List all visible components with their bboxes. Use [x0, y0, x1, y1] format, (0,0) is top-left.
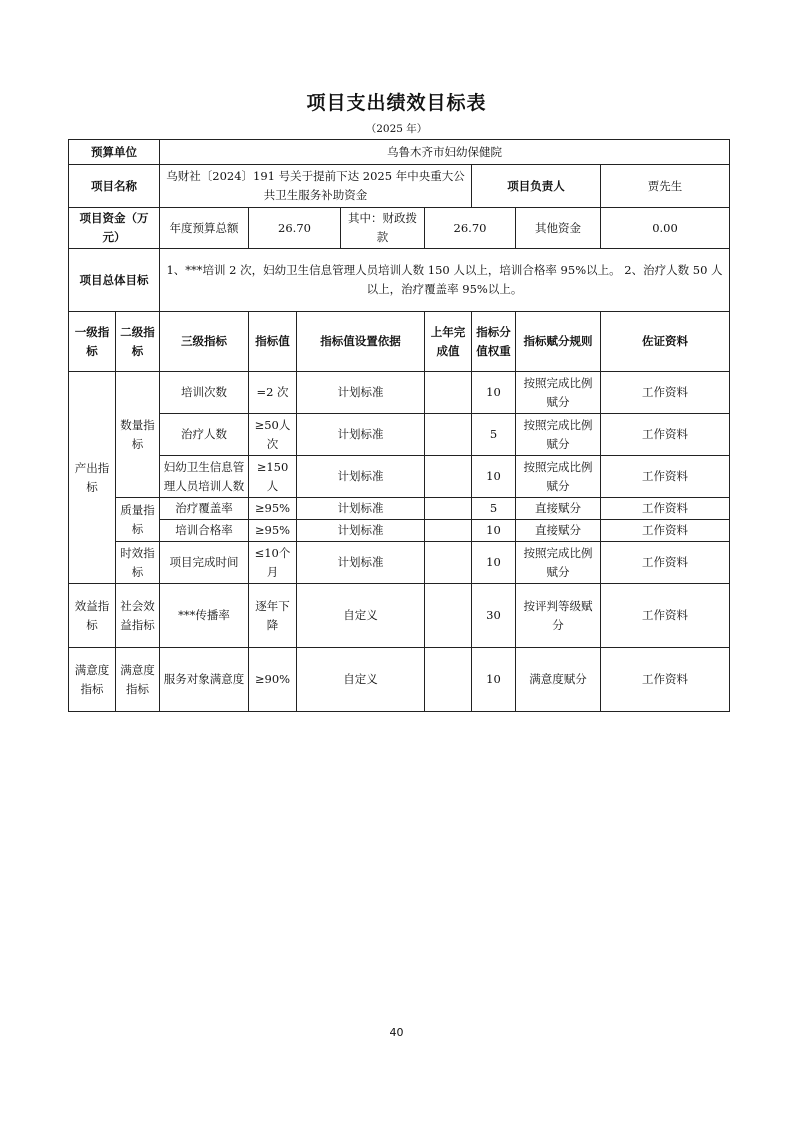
project-name-row	[69, 165, 730, 208]
indicator-cell: 培训次数	[160, 372, 249, 414]
evidence-cell: 工作资料	[601, 414, 730, 456]
value-cell: ≥150人	[249, 456, 297, 498]
weight-cell: 5	[472, 498, 516, 520]
basis-cell: 计划标准	[297, 498, 425, 520]
fiscal-label: 其中：财政拨款	[341, 208, 425, 249]
last-year-cell	[425, 414, 472, 456]
basis-cell: 计划标准	[297, 414, 425, 456]
group-benefit: 效益指标	[69, 584, 116, 648]
table-row	[69, 372, 730, 414]
last-year-cell	[425, 584, 472, 648]
basis-cell: 计划标准	[297, 520, 425, 542]
annual-budget-label: 年度预算总额	[160, 208, 249, 249]
basis-cell: 计划标准	[297, 542, 425, 584]
last-year-cell	[425, 498, 472, 520]
indicator-cell: 妇幼卫生信息管理人员培训人数	[160, 456, 249, 498]
weight-cell: 10	[472, 520, 516, 542]
project-leader-label: 项目负责人	[472, 165, 601, 208]
indicator-cell: 项目完成时间	[160, 542, 249, 584]
indicator-cell: ***传播率	[160, 584, 249, 648]
weight-cell: 10	[472, 372, 516, 414]
header-row	[69, 312, 730, 372]
header-value: 指标值	[249, 312, 297, 372]
basis-cell: 自定义	[297, 584, 425, 648]
project-name-value: 乌财社〔2024〕191 号关于提前下达 2025 年中央重大公共卫生服务补助资金	[160, 165, 472, 208]
header-rule: 指标赋分规则	[516, 312, 601, 372]
value-cell: ≥50人次	[249, 414, 297, 456]
overall-goal-label: 项目总体目标	[69, 249, 160, 312]
rule-cell: 按评判等级赋分	[516, 584, 601, 648]
header-level1: 一级指标	[69, 312, 116, 372]
table-row	[69, 498, 730, 520]
project-leader-value: 贾先生	[601, 165, 730, 208]
evidence-cell: 工作资料	[601, 498, 730, 520]
value-cell: ≥95%	[249, 520, 297, 542]
rule-cell: 按照完成比例赋分	[516, 456, 601, 498]
header-evidence: 佐证资料	[601, 312, 730, 372]
evidence-cell: 工作资料	[601, 520, 730, 542]
budget-unit-row	[69, 140, 730, 165]
value-cell: ≥95%	[249, 498, 297, 520]
budget-unit-label: 预算单位	[69, 140, 160, 165]
rule-cell: 直接赋分	[516, 498, 601, 520]
overall-goal-row	[69, 249, 730, 312]
weight-cell: 10	[472, 648, 516, 712]
indicator-cell: 培训合格率	[160, 520, 249, 542]
last-year-cell	[425, 542, 472, 584]
rule-cell: 按照完成比例赋分	[516, 542, 601, 584]
project-funds-row	[69, 208, 730, 249]
evidence-cell: 工作资料	[601, 648, 730, 712]
other-funds-value: 0.00	[601, 208, 730, 249]
group-satisfaction: 满意度指标	[69, 648, 116, 712]
other-funds-label: 其他资金	[516, 208, 601, 249]
rule-cell: 按照完成比例赋分	[516, 414, 601, 456]
performance-target-table	[68, 139, 730, 712]
group-quantity: 数量指标	[116, 372, 160, 498]
table-row	[69, 520, 730, 542]
basis-cell: 计划标准	[297, 372, 425, 414]
evidence-cell: 工作资料	[601, 456, 730, 498]
project-name-label: 项目名称	[69, 165, 160, 208]
header-basis: 指标值设置依据	[297, 312, 425, 372]
group-satisfaction-2: 满意度指标	[116, 648, 160, 712]
indicator-cell: 服务对象满意度	[160, 648, 249, 712]
evidence-cell: 工作资料	[601, 372, 730, 414]
budget-unit-value: 乌鲁木齐市妇幼保健院	[160, 140, 730, 165]
basis-cell: 计划标准	[297, 456, 425, 498]
annual-budget-value: 26.70	[249, 208, 341, 249]
value-cell: =2 次	[249, 372, 297, 414]
weight-cell: 5	[472, 414, 516, 456]
weight-cell: 10	[472, 542, 516, 584]
value-cell: ≤10个月	[249, 542, 297, 584]
last-year-cell	[425, 520, 472, 542]
group-output: 产出指标	[69, 372, 116, 584]
last-year-cell	[425, 456, 472, 498]
year-label: （2025 年）	[365, 123, 428, 135]
fiscal-value: 26.70	[425, 208, 516, 249]
group-quality: 质量指标	[116, 498, 160, 542]
table-row	[69, 414, 730, 456]
basis-cell: 自定义	[297, 648, 425, 712]
group-timeliness: 时效指标	[116, 542, 160, 584]
rule-cell: 满意度赋分	[516, 648, 601, 712]
last-year-cell	[425, 372, 472, 414]
value-cell: 逐年下降	[249, 584, 297, 648]
rule-cell: 直接赋分	[516, 520, 601, 542]
header-level2: 二级指标	[116, 312, 160, 372]
evidence-cell: 工作资料	[601, 542, 730, 584]
indicator-cell: 治疗覆盖率	[160, 498, 249, 520]
header-weight: 指标分值权重	[472, 312, 516, 372]
table-row	[69, 456, 730, 498]
table-row	[69, 542, 730, 584]
indicator-cell: 治疗人数	[160, 414, 249, 456]
last-year-cell	[425, 648, 472, 712]
rule-cell: 按照完成比例赋分	[516, 372, 601, 414]
overall-goal-value: 1、***培训 2 次，妇幼卫生信息管理人员培训人数 150 人以上，培训合格率 95%以上。 2、治疗人数 50 人以上，治疗覆盖率 95%以上。	[160, 249, 730, 312]
weight-cell: 30	[472, 584, 516, 648]
project-funds-label: 项目资金（万元）	[69, 208, 160, 249]
document-title: 项目支出绩效目标表	[306, 92, 487, 114]
table-row	[69, 648, 730, 712]
table-row	[69, 584, 730, 648]
weight-cell: 10	[472, 456, 516, 498]
value-cell: ≥90%	[249, 648, 297, 712]
group-social: 社会效益指标	[116, 584, 160, 648]
evidence-cell: 工作资料	[601, 584, 730, 648]
header-last-year: 上年完成值	[425, 312, 472, 372]
header-level3: 三级指标	[160, 312, 249, 372]
page-number: 40	[389, 1026, 404, 1039]
